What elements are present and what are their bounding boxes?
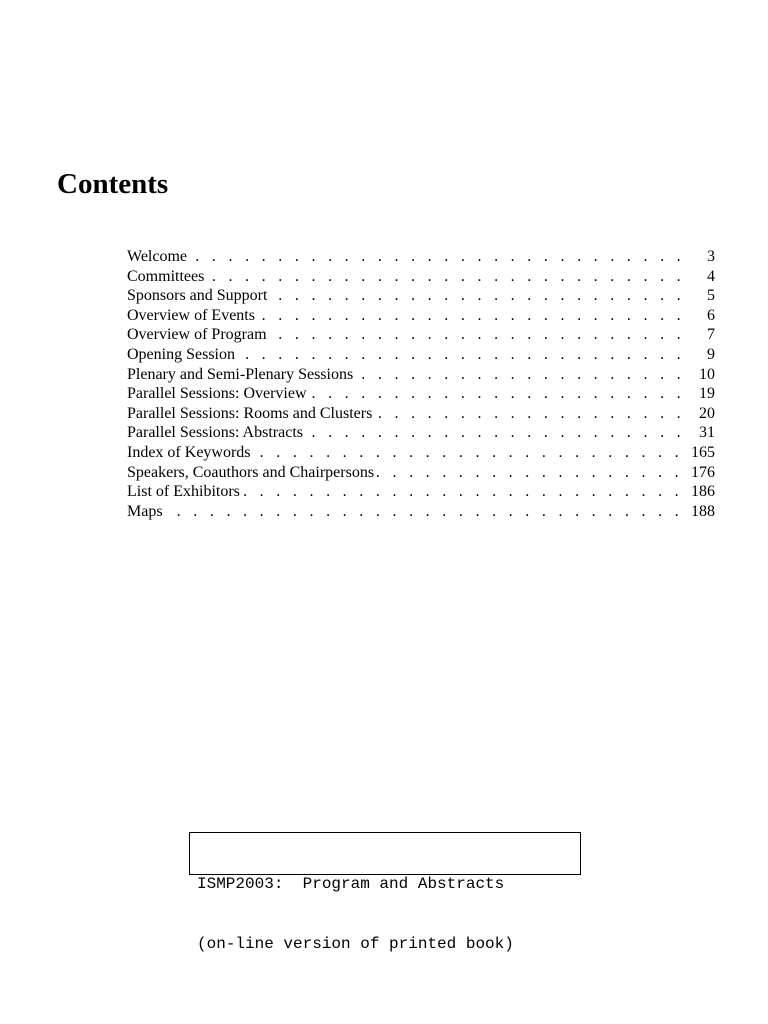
toc-entry-opening-session[interactable] bbox=[127, 345, 715, 365]
toc-entry-committees[interactable] bbox=[127, 267, 715, 287]
toc-entry-page-number: 9 bbox=[707, 345, 715, 363]
toc-entry-parallel-sessions-overview[interactable] bbox=[127, 384, 715, 404]
toc-entry-page-number: 186 bbox=[691, 483, 715, 501]
toc-entry-title: Opening Session bbox=[127, 345, 235, 363]
toc-entry-maps[interactable] bbox=[127, 502, 715, 522]
toc-entry-title: Sponsors and Support bbox=[127, 287, 268, 305]
dot-leader bbox=[235, 345, 693, 365]
toc-entry-speakers[interactable] bbox=[127, 463, 715, 483]
toc-entry-page-number: 4 bbox=[707, 267, 715, 285]
toc-entry-page-number: 7 bbox=[707, 326, 715, 344]
toc-entry-page-number: 165 bbox=[691, 443, 715, 461]
toc-entry-page-number: 188 bbox=[691, 502, 715, 520]
toc-entry-index-of-keywords[interactable] bbox=[127, 443, 715, 463]
edition-note-line: (on-line version of printed book) bbox=[197, 935, 514, 953]
dot-leader bbox=[353, 365, 693, 385]
toc-entry-page-number: 176 bbox=[691, 463, 715, 481]
page-title: Contents bbox=[57, 168, 169, 200]
dot-leader bbox=[267, 286, 693, 306]
dot-leader bbox=[187, 247, 693, 267]
toc-entry-title: Maps bbox=[127, 502, 163, 520]
toc-entry-title: Parallel Sessions: Rooms and Clusters bbox=[127, 404, 373, 422]
toc-entry-page-number: 19 bbox=[699, 385, 715, 403]
toc-entry-title: Overview of Events bbox=[127, 306, 255, 324]
edition-note-box bbox=[189, 832, 581, 953]
dot-leader bbox=[240, 482, 691, 502]
dot-leader bbox=[372, 404, 693, 424]
toc-entry-title: List of Exhibitors bbox=[127, 483, 240, 501]
dot-leader bbox=[303, 423, 693, 443]
toc-entry-page-number: 10 bbox=[699, 365, 715, 383]
dot-leader bbox=[204, 267, 693, 287]
toc-entry-plenary-sessions[interactable] bbox=[127, 365, 715, 385]
dot-leader bbox=[251, 443, 691, 463]
toc-entry-list-of-exhibitors[interactable] bbox=[127, 482, 715, 502]
toc-entry-title: Parallel Sessions: Abstracts bbox=[127, 424, 303, 442]
toc-entry-overview-of-events[interactable] bbox=[127, 306, 715, 326]
toc-entry-title: Overview of Program bbox=[127, 326, 267, 344]
dot-leader bbox=[255, 306, 693, 326]
toc-entry-page-number: 6 bbox=[707, 306, 715, 324]
toc-entry-title: Committees bbox=[127, 267, 205, 285]
toc-entry-title: Index of Keywords bbox=[127, 443, 251, 461]
toc-entry-title: Plenary and Semi-Plenary Sessions bbox=[127, 365, 354, 383]
toc-entry-welcome[interactable] bbox=[127, 247, 715, 267]
toc-entry-parallel-sessions-abstracts[interactable] bbox=[127, 423, 715, 443]
dot-leader bbox=[163, 502, 691, 522]
edition-note-line: ISMP2003: Program and Abstracts bbox=[197, 875, 505, 893]
toc-entry-page-number: 31 bbox=[699, 424, 715, 442]
toc-entry-page-number: 3 bbox=[707, 248, 715, 265]
dot-leader bbox=[374, 463, 691, 483]
dot-leader bbox=[307, 384, 693, 404]
toc-entry-page-number: 20 bbox=[699, 404, 715, 422]
toc-entry-title: Parallel Sessions: Overview bbox=[127, 385, 307, 403]
toc-entry-sponsors-and-support[interactable] bbox=[127, 286, 715, 306]
toc-entry-page-number: 5 bbox=[707, 287, 715, 305]
toc-entry-overview-of-program[interactable] bbox=[127, 325, 715, 345]
toc-entry-title: Welcome bbox=[127, 248, 188, 265]
dot-leader bbox=[267, 325, 693, 345]
toc-entry-title: Speakers, Coauthors and Chairpersons bbox=[127, 463, 375, 481]
toc-entry-parallel-sessions-rooms[interactable] bbox=[127, 404, 715, 424]
table-of-contents bbox=[127, 247, 715, 521]
